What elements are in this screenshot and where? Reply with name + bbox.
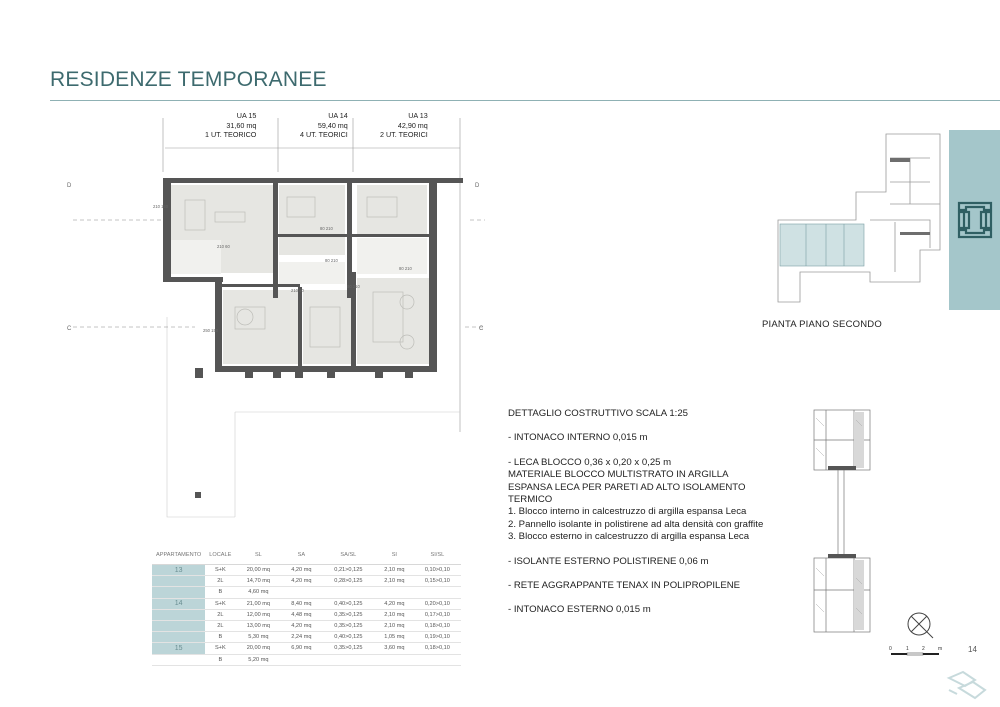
spec-intonaco-interno: - INTONACO INTERNO 0,015 m [508, 432, 648, 444]
apartment-cell [152, 609, 205, 620]
table-cell: 0,18>0,10 [413, 643, 461, 654]
table-cell [413, 654, 461, 665]
table-cell: 0,28>0,125 [321, 576, 375, 587]
table-row [152, 598, 461, 609]
table-cell: 0,35>0,125 [321, 609, 375, 620]
scale-bar [887, 644, 957, 660]
spec-leca-desc: MATERIALE BLOCCO MULTISTRATO IN ARGILLA ESPANSA LECA PER PARETI AD ALTO ISOLAMENTO TERMICO [508, 469, 746, 506]
table-row [152, 620, 461, 631]
unit-area: 59,40 mq [317, 120, 348, 130]
scale-label: m [938, 646, 943, 652]
spec-leca-item: 3. Blocco esterno in calcestruzzo di argilla espansa Leca [508, 531, 750, 543]
key-plan [770, 132, 950, 312]
section-tab [949, 130, 1000, 310]
table-cell: 0,40>0,125 [321, 598, 375, 609]
spec-leca-title: - LECA BLOCCO 0,36 x 0,20 x 0,25 m [508, 456, 672, 468]
unit-occupancy: 4 UT. TEORICI [300, 130, 348, 139]
unit-occupancy: 1 UT. TEORICO [205, 130, 257, 139]
table-cell: 0,21>0,125 [321, 565, 375, 576]
table-cell: 2,10 mq [375, 565, 413, 576]
table-cell: 0,10>0,10 [413, 565, 461, 576]
section-mark-c-right: C [479, 326, 484, 332]
table-header: SA/SL [321, 546, 375, 565]
apartment-cell [152, 576, 205, 587]
dim-label: 210 60 [217, 244, 230, 249]
dim-label: 80 210 [399, 266, 412, 271]
table-header-row [152, 546, 461, 565]
dim-label: 250 150 [203, 328, 219, 333]
table-cell: 2L [205, 620, 235, 631]
spec-heading: DETTAGLIO COSTRUTTIVO SCALA 1:25 [508, 408, 689, 419]
table-cell [375, 587, 413, 598]
table-cell: 2,10 mq [375, 620, 413, 631]
table-row [152, 576, 461, 587]
dim-label: 80 210 [325, 258, 338, 263]
table-cell: 0,40>0,125 [321, 632, 375, 643]
apartment-cell: 13 [152, 565, 205, 576]
table-cell: 0,35>0,125 [321, 620, 375, 631]
table-row [152, 643, 461, 654]
section-mark-d-left: D [67, 183, 72, 189]
table-cell: 4,20 mq [281, 620, 321, 631]
spec-leca-item: 2. Pannello isolante in polistirene ad alta densità con graffite [508, 518, 764, 530]
apartment-cell [152, 654, 205, 665]
dim-label: 80 210 [320, 226, 333, 231]
table-cell: 0,20>0,10 [413, 598, 461, 609]
section-mark-c-left: C [67, 326, 72, 332]
spec-intonaco-esterno: - INTONACO ESTERNO 0,015 m [508, 604, 651, 616]
unit-id: UA 13 [408, 111, 428, 120]
spec-rete: - RETE AGGRAPPANTE TENAX IN POLIPROPILENE [508, 580, 741, 592]
table-cell [321, 654, 375, 665]
table-cell [281, 587, 321, 598]
area-table [152, 546, 461, 666]
apartment-cell [152, 587, 205, 598]
table-row [152, 587, 461, 598]
table-cell: 3,60 mq [375, 643, 413, 654]
table-cell: 2,24 mq [281, 632, 321, 643]
table-cell: 4,20 mq [281, 565, 321, 576]
table-cell [281, 654, 321, 665]
table-cell: B [205, 587, 235, 598]
table-cell: 20,00 mq [235, 565, 281, 576]
construction-spec [508, 408, 768, 617]
table-cell: 20,00 mq [235, 643, 281, 654]
table-cell: 0,18>0,10 [413, 620, 461, 631]
spec-leca-item: 1. Blocco interno in calcestruzzo di argilla espansa Leca [508, 506, 747, 518]
table-header: SI/SL [413, 546, 461, 565]
table-cell: 12,00 mq [235, 609, 281, 620]
table-cell: B [205, 654, 235, 665]
table-cell: 2L [205, 576, 235, 587]
table-cell: 4,20 mq [281, 576, 321, 587]
table-row [152, 565, 461, 576]
north-arrow-icon [905, 610, 935, 640]
table-cell: 21,00 mq [235, 598, 281, 609]
table-cell [321, 587, 375, 598]
table-cell: 4,60 mq [235, 587, 281, 598]
table-cell: 1,05 mq [375, 632, 413, 643]
apartment-cell: 15 [152, 643, 205, 654]
table-cell: 0,35>0,125 [321, 643, 375, 654]
table-header: LOCALE [205, 546, 235, 565]
page-number: 14 [968, 645, 977, 654]
table-cell: 4,20 mq [375, 598, 413, 609]
table-cell: 2L [205, 609, 235, 620]
table-cell: 14,70 mq [235, 576, 281, 587]
table-cell [375, 654, 413, 665]
spec-isolante: - ISOLANTE ESTERNO POLISTIRENE 0,06 m [508, 555, 709, 567]
unit-area: 42,90 mq [397, 120, 428, 130]
dim-label: 210 150 [153, 204, 169, 209]
table-cell: 5,20 mq [235, 654, 281, 665]
table-row [152, 632, 461, 643]
table-cell: 5,30 mq [235, 632, 281, 643]
scale-label: 0 [889, 646, 892, 652]
table-header: SL [235, 546, 281, 565]
table-header: APPARTAMENTO [152, 546, 205, 565]
unit-id: UA 14 [328, 111, 348, 120]
table-cell: 0,17>0,10 [413, 609, 461, 620]
page-title: RESIDENZE TEMPORANEE [50, 68, 327, 91]
floor-plan [55, 112, 495, 532]
unit-id: UA 15 [236, 111, 257, 120]
table-cell: 2,10 mq [375, 609, 413, 620]
building-section-icon [956, 200, 994, 240]
apartment-cell [152, 632, 205, 643]
table-header: SA [281, 546, 321, 565]
wall-detail-drawing [808, 408, 880, 636]
apartment-cell [152, 620, 205, 631]
unit-occupancy: 2 UT. TEORICI [380, 130, 428, 139]
table-cell: 6,90 mq [281, 643, 321, 654]
table-cell: S+K [205, 565, 235, 576]
scale-label: 1 [906, 646, 909, 652]
table-row [152, 609, 461, 620]
table-cell [413, 587, 461, 598]
title-divider [50, 100, 1000, 101]
scale-label: 2 [922, 646, 925, 652]
table-cell: 0,15>0,10 [413, 576, 461, 587]
apartment-cell: 14 [152, 598, 205, 609]
dim-label: 80 210 [347, 284, 360, 289]
table-cell: 2,10 mq [375, 576, 413, 587]
table-cell: B [205, 632, 235, 643]
dim-label: 210 80 [291, 288, 304, 293]
key-plan-label: PIANTA PIANO SECONDO [762, 319, 882, 330]
table-cell: 8,40 mq [281, 598, 321, 609]
table-header: SI [375, 546, 413, 565]
section-mark-d-right: D [475, 183, 480, 189]
table-cell: 0,19>0,10 [413, 632, 461, 643]
table-row [152, 654, 461, 665]
table-cell: 13,00 mq [235, 620, 281, 631]
table-cell: S+K [205, 643, 235, 654]
table-cell: 4,48 mq [281, 609, 321, 620]
table-cell: S+K [205, 598, 235, 609]
logo-icon [945, 668, 991, 704]
unit-area: 31,60 mq [226, 120, 257, 130]
